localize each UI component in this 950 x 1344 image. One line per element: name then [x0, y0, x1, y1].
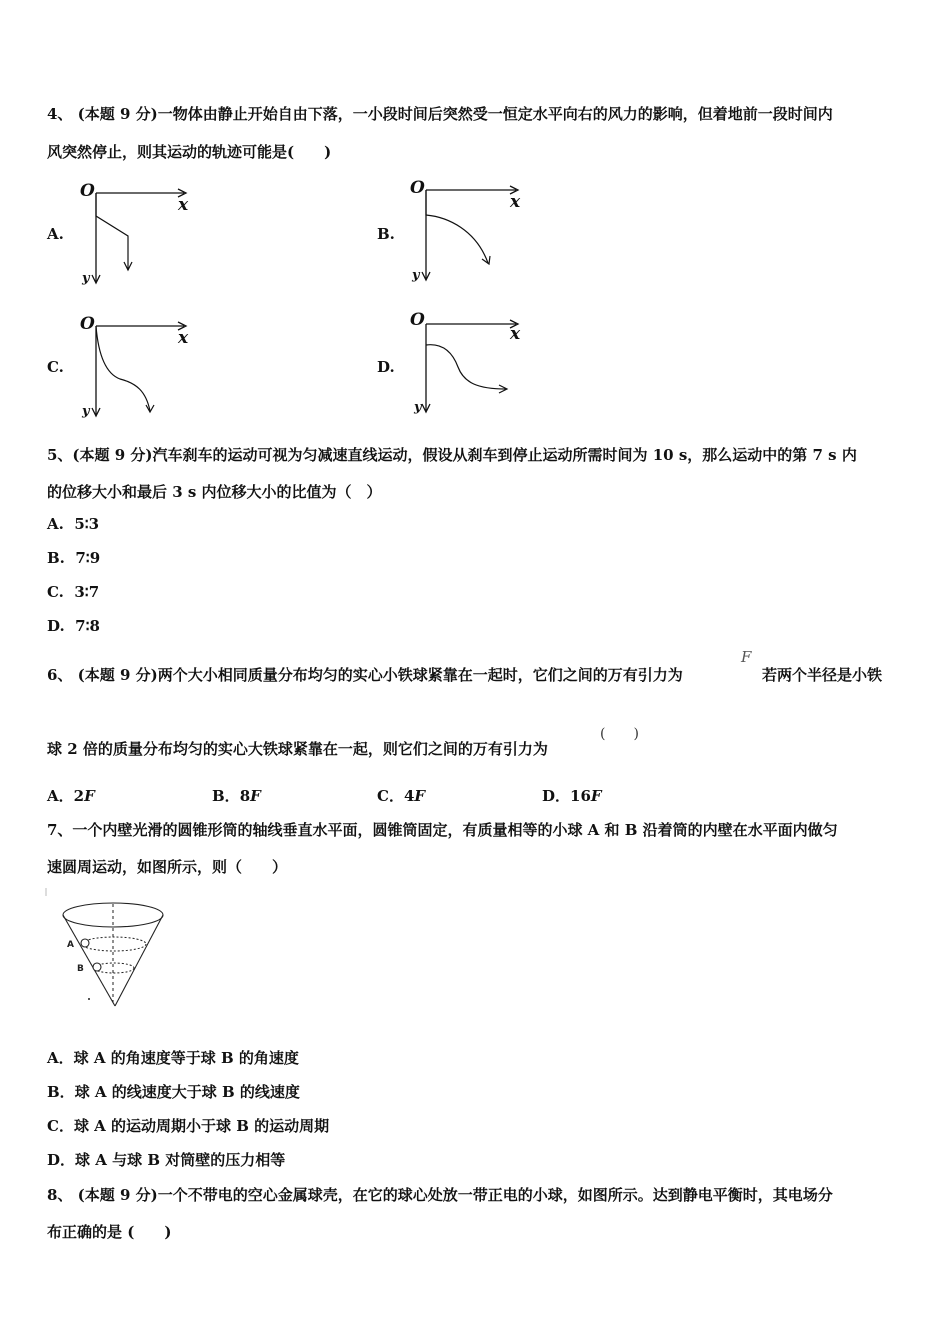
q7-option-b-label: B． — [47, 1083, 75, 1101]
q6-option-d-label: D． — [542, 787, 571, 805]
q7-figure-dot — [88, 998, 90, 1000]
q6-option-c-var: F — [414, 787, 426, 805]
q7-cone-right-side — [115, 915, 163, 1006]
q4-a-x-label: x — [178, 195, 189, 215]
q5-stem-line2: 的位移大小和最后 3 s 内位移大小的比值为（ ） — [47, 483, 382, 501]
q6-option-a[interactable] — [47, 785, 95, 806]
q4-option-b-graph — [408, 175, 528, 285]
q7-label-b: B — [77, 964, 84, 974]
q5-option-c-label: C. — [47, 583, 64, 601]
q5-option-a-text: 5∶3 — [74, 515, 100, 533]
q4-c-trajectory — [96, 326, 150, 411]
q5-option-a[interactable] — [47, 515, 99, 533]
q4-d-y-label: y — [414, 400, 422, 415]
q6-option-c[interactable] — [377, 785, 425, 806]
q7-ball-b — [93, 963, 101, 971]
q7-ball-a — [81, 939, 89, 947]
q7-option-b-text: 球 A 的线速度大于球 B 的线速度 — [74, 1083, 300, 1101]
q5-option-c-text: 3∶7 — [74, 583, 100, 601]
q7-stem-line2: 速圆周运动，如图所示，则（ ） — [47, 858, 288, 876]
q5-option-b-text: 7∶9 — [75, 549, 101, 567]
q7-option-d[interactable] — [47, 1149, 285, 1170]
q5-option-b-label: B. — [47, 549, 65, 567]
q4-c-x-label: x — [178, 328, 189, 348]
q4-c-origin-label: O — [80, 314, 95, 334]
q4-c-y-label: y — [82, 404, 90, 419]
q5-option-c[interactable] — [47, 583, 99, 601]
q5-option-a-label: A. — [47, 515, 64, 533]
q7-stem-line1: 7、一个内壁光滑的圆锥形筒的轴线垂直水平面，圆锥筒固定，有质量相等的小球 A 和 B 沿着筒的内壁在水平面内做匀 — [47, 821, 838, 839]
q6-stem-line2: 球 2 倍的质量分布均匀的实心大铁球紧靠在一起，则它们之间的万有引力为 — [47, 740, 548, 758]
q4-stem-line1: 4、 (本题 9 分)一物体由静止开始自由下落，一小段时间后突然受一恒定水平向右的风力的影响，但着地前一段时间内 — [47, 105, 833, 123]
q6-answer-paren: ( ) — [600, 726, 639, 742]
q4-b-trajectory — [426, 190, 488, 263]
q7-option-b[interactable] — [47, 1081, 300, 1102]
q4-b-x-label: x — [510, 192, 521, 212]
q7-option-a-text: 球 A 的角速度等于球 B 的角速度 — [73, 1049, 299, 1067]
q7-cone-figure — [45, 886, 175, 1016]
q8-stem-line1: 8、 (本题 9 分)一个不带电的空心金属球壳，在它的球心处放一带正电的小球，如图所示。达到静电平衡时，其电场分 — [47, 1186, 833, 1204]
q7-option-c[interactable] — [47, 1115, 329, 1136]
q5-option-b[interactable] — [47, 549, 100, 567]
q6-stem-line1a: 6、 (本题 9 分)两个大小相同质量分布均匀的实心小铁球紧靠在一起时，它们之间的万有引力为 — [47, 666, 683, 684]
q4-stem-line2: 风突然停止，则其运动的轨迹可能是( ) — [47, 143, 332, 161]
q4-option-c-label[interactable]: C. — [47, 358, 64, 376]
q4-b-origin-label: O — [410, 178, 425, 198]
q7-option-a-label: A． — [47, 1049, 74, 1067]
q5-option-d-text: 7∶8 — [75, 617, 100, 635]
q4-option-d-graph — [408, 307, 528, 417]
q6-option-b-num: 8 — [239, 787, 251, 805]
q4-b-y-label: y — [412, 268, 420, 283]
q6-option-b[interactable] — [212, 785, 261, 806]
q5-stem-line1: 5、(本题 9 分)汽车刹车的运动可视为匀减速直线运动，假设从刹车到停止运动所需时间为 10 s，那么运动中的第 7 s 内 — [47, 446, 857, 464]
q4-option-d-label[interactable]: D. — [377, 358, 395, 376]
q4-option-a-label[interactable]: A. — [47, 225, 64, 243]
q4-d-trajectory — [426, 345, 506, 389]
q7-cone-left-side — [63, 915, 115, 1006]
q6-option-c-num: 4 — [403, 787, 415, 805]
q4-option-c-graph — [78, 311, 198, 421]
q4-d-x-label: x — [510, 324, 521, 344]
q7-option-c-text: 球 A 的运动周期小于球 B 的运动周期 — [73, 1117, 330, 1135]
q6-option-d-num: 16 — [570, 787, 591, 805]
q8-stem-line2: 布正确的是 ( ) — [47, 1223, 172, 1241]
q7-label-a: A — [67, 940, 74, 950]
q7-option-a[interactable] — [47, 1047, 299, 1068]
q7-option-d-text: 球 A 与球 B 对筒壁的压力相等 — [75, 1151, 286, 1169]
q6-option-a-label: A． — [47, 787, 74, 805]
q6-f-symbol: F — [741, 648, 752, 666]
q6-option-b-label: B． — [212, 787, 240, 805]
q4-a-y-label: y — [82, 271, 90, 286]
q6-option-d-var: F — [590, 787, 602, 805]
q7-option-c-label: C． — [47, 1117, 74, 1135]
q5-option-d[interactable] — [47, 617, 100, 635]
q6-option-c-label: C． — [377, 787, 404, 805]
q4-a-trajectory — [96, 193, 128, 270]
q6-option-a-num: 2 — [73, 787, 85, 805]
q7-option-d-label: D． — [47, 1151, 76, 1169]
q7-orbit-a — [82, 937, 146, 951]
q6-option-b-var: F — [250, 787, 261, 805]
q5-option-d-label: D. — [47, 617, 65, 635]
q4-d-origin-label: O — [410, 310, 425, 330]
q4-option-a-graph — [78, 178, 198, 288]
q6-option-d[interactable] — [542, 785, 602, 806]
q4-a-origin-label: O — [80, 181, 95, 201]
q4-option-b-label[interactable]: B. — [377, 225, 395, 243]
q6-stem-line1b: 若两个半径是小铁 — [762, 666, 883, 684]
q6-option-a-var: F — [84, 787, 95, 805]
